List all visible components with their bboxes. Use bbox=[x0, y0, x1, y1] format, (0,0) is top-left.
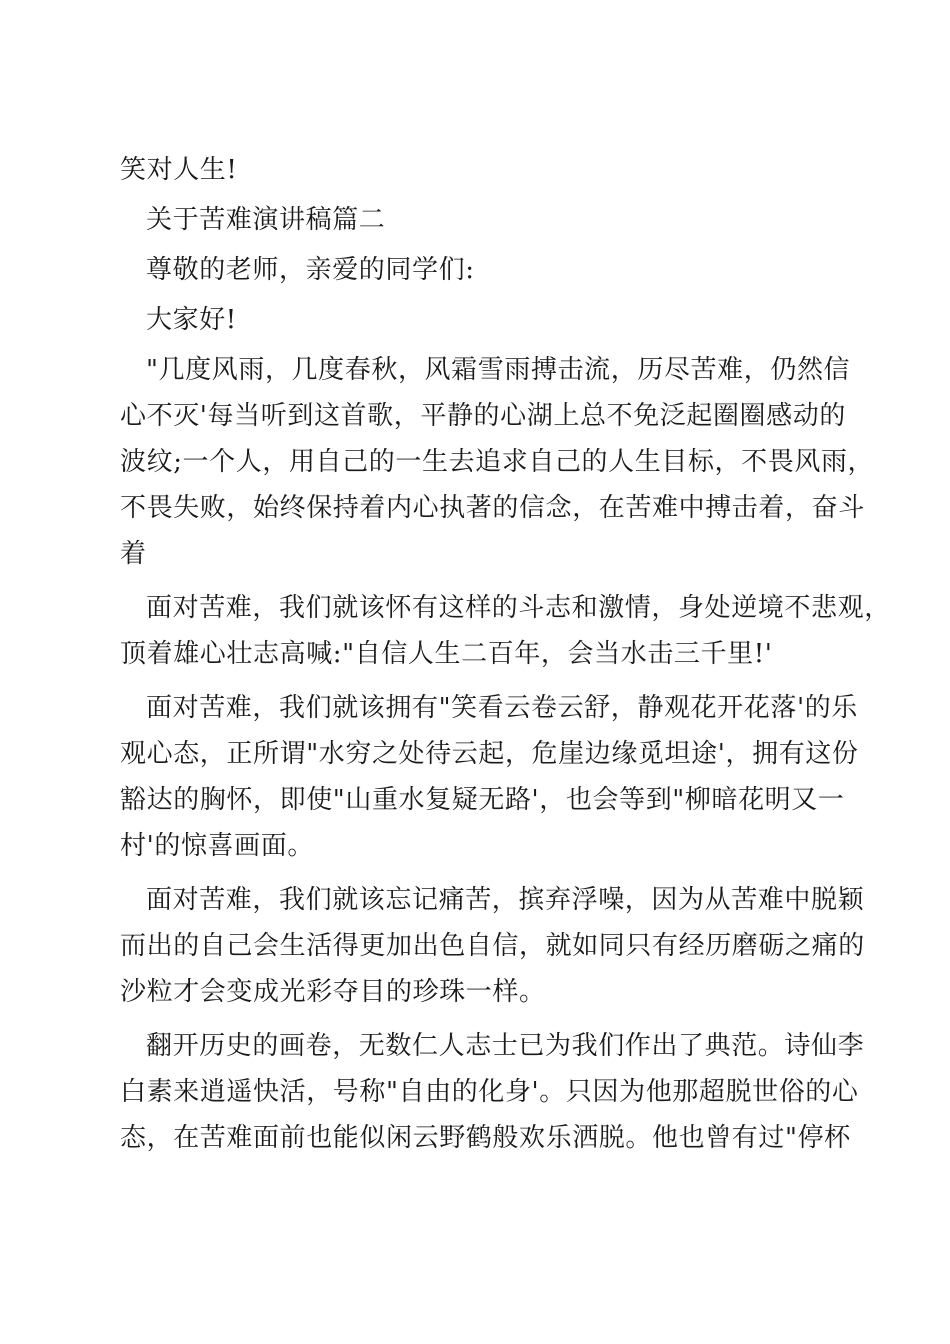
paragraph-line: 沙粒才会变成光彩夺目的珍珠一样。 bbox=[120, 977, 546, 1007]
paragraph-line: 波纹;一个人，用自己的一生去追求自己的人生目标，不畏风雨， bbox=[120, 447, 875, 477]
paragraph-line: 面对苦难，我们就该拥有"笑看云卷云舒，静观花开花落'的乐 bbox=[146, 693, 858, 723]
paragraph-line: 翻开历史的画卷，无数仁人志士已为我们作出了典范。诗仙李 bbox=[146, 1031, 865, 1061]
paragraph-line: 观心态，正所谓"水穷之处待云起，危崖边缘觅坦途'，拥有这份 bbox=[120, 739, 859, 769]
paragraph-line: 面对苦难，我们就该忘记痛苦，摈弃浮噪，因为从苦难中脱颖 bbox=[146, 885, 865, 915]
paragraph-line: 面对苦难，我们就该怀有这样的斗志和激情，身处逆境不悲观， bbox=[146, 593, 891, 623]
paragraph-line: 着 bbox=[120, 539, 147, 569]
paragraph-line: 顶着雄心壮志高喊:"自信人生二百年，会当水击三千里!' bbox=[120, 639, 773, 669]
paragraph-line: 村'的惊喜画面。 bbox=[120, 831, 314, 861]
paragraph-line: 态，在苦难面前也能似闲云野鹤般欢乐洒脱。他也曾有过"停杯 bbox=[120, 1123, 851, 1153]
paragraph-line: "几度风雨，几度春秋，风霜雪雨搏击流，历尽苦难，仍然信 bbox=[146, 355, 851, 385]
paragraph-line: 心不灭'每当听到这首歌，平静的心湖上总不免泛起圈圈感动的 bbox=[120, 401, 846, 431]
paragraph-line: 豁达的胸怀，即使"山重水复疑无路'，也会等到"柳暗花明又一 bbox=[120, 785, 845, 815]
paragraph-line: 不畏失败，始终保持着内心执著的信念，在苦难中搏击着，奋斗 bbox=[120, 493, 865, 523]
greeting: 大家好! bbox=[146, 305, 237, 335]
paragraph-line: 白素来逍遥快活，号称"自由的化身'。只因为他那超脱世俗的心 bbox=[120, 1077, 859, 1107]
text-line-closing: 笑对人生! bbox=[120, 155, 238, 185]
section-heading: 关于苦难演讲稿篇二 bbox=[146, 205, 386, 235]
salutation: 尊敬的老师，亲爱的同学们: bbox=[146, 255, 475, 285]
paragraph-line: 而出的自己会生活得更加出色自信，就如同只有经历磨砺之痛的 bbox=[120, 931, 865, 961]
